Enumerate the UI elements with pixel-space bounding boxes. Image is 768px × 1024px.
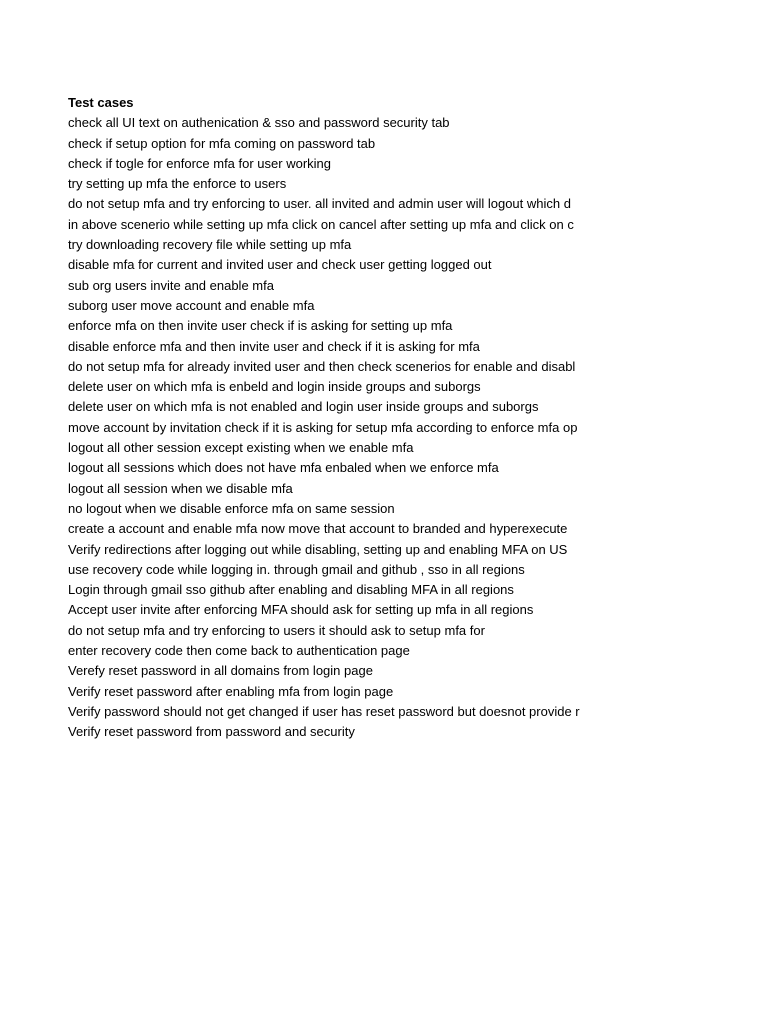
test-case-row: Verify reset password after enabling mfa from login page	[68, 683, 394, 699]
test-case-row: do not setup mfa and try enforcing to users it should ask to setup mfa for	[68, 622, 485, 638]
test-case-list	[68, 113, 606, 742]
test-case-row: check if togle for enforce mfa for user working	[68, 155, 332, 171]
test-case-row: Verify reset password from password and security	[68, 724, 355, 740]
test-case-row: disable mfa for current and invited user and check user getting logged out	[68, 257, 492, 273]
test-case-row: Login through gmail sso github after enabling and disabling MFA in all regions	[68, 582, 514, 598]
test-case-row: try setting up mfa the enforce to users	[68, 176, 287, 192]
test-case-row: logout all other session except existing when we enable mfa	[68, 440, 414, 456]
sheet-heading: Test cases	[68, 95, 134, 110]
test-case-row: logout all session when we disable mfa	[68, 480, 293, 496]
test-case-row: enforce mfa on then invite user check if is asking for setting up mfa	[68, 318, 453, 334]
test-case-row: check all UI text on authenication & sso and password security tab	[68, 115, 450, 131]
test-case-row: no logout when we disable enforce mfa on same session	[68, 500, 395, 516]
test-case-row: use recovery code while logging in. through gmail and github , sso in all regions	[68, 561, 525, 577]
test-case-row: logout all sessions which does not have mfa enbaled when we enforce mfa	[68, 460, 499, 476]
test-case-row: in above scenerio while setting up mfa click on cancel after setting up mfa and click on c	[68, 216, 574, 232]
test-case-row: Verify password should not get changed if user has reset password but doesnot provide r	[68, 703, 580, 719]
test-case-row: Verefy reset password in all domains from login page	[68, 663, 373, 679]
test-case-row: try downloading recovery file while setting up mfa	[68, 237, 352, 253]
test-case-row: delete user on which mfa is not enabled and login user inside groups and suborgs	[68, 399, 539, 415]
test-case-row: sub org users invite and enable mfa	[68, 277, 274, 293]
test-case-row: Accept user invite after enforcing MFA should ask for setting up mfa in all regions	[68, 602, 534, 618]
test-case-row: disable enforce mfa and then invite user and check if it is asking for mfa	[68, 338, 480, 354]
test-case-row: check if setup option for mfa coming on password tab	[68, 135, 376, 151]
test-case-row: move account by invitation check if it is asking for setup mfa according to enforce mfa op	[68, 419, 578, 435]
test-case-row: do not setup mfa for already invited user and then check scenerios for enable and disabl	[68, 358, 576, 374]
test-case-row: delete user on which mfa is enbeld and login inside groups and suborgs	[68, 379, 481, 395]
test-case-row: do not setup mfa and try enforcing to user. all invited and admin user will logout which d	[68, 196, 571, 212]
test-cases-sheet	[68, 93, 606, 743]
test-case-row: create a account and enable mfa now move that account to branded and hyperexecute	[68, 521, 568, 537]
test-case-row: suborg user move account and enable mfa	[68, 297, 315, 313]
test-case-row: Verify redirections after logging out while disabling, setting up and enabling MFA on US	[68, 541, 568, 557]
test-case-row: enter recovery code then come back to authentication page	[68, 643, 410, 659]
